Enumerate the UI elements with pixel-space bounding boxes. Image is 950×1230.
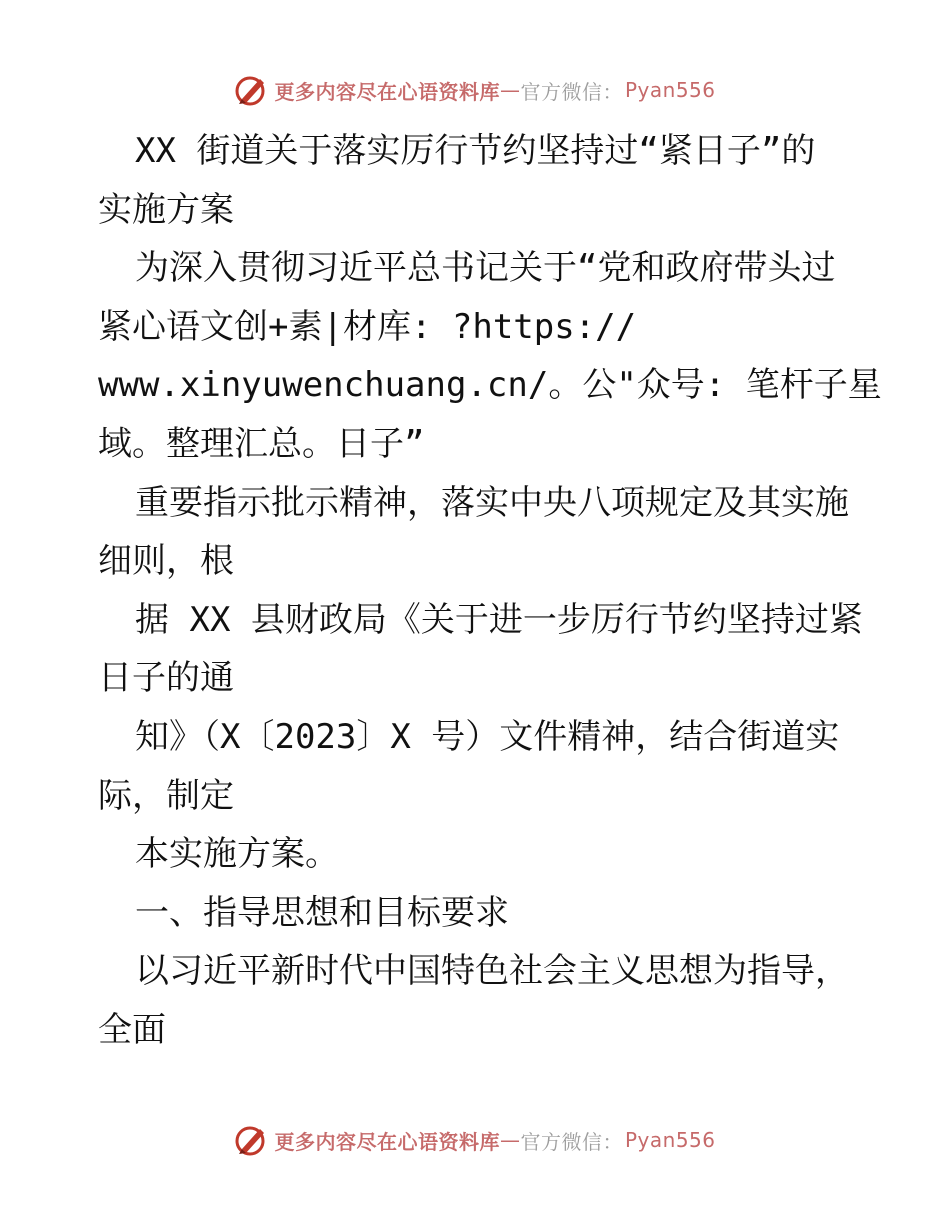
text-line: 据 XX 县财政局《关于进一步厉行节约坚持过紧 <box>135 599 863 640</box>
banner-account: Pyan556 <box>624 78 716 102</box>
text-line: 知》（X〔2023〕X 号）文件精神，结合街道实 <box>135 716 840 757</box>
text-line: 际，制定 <box>98 775 234 816</box>
text-line: 重要指示批示精神，落实中央八项规定及其实施 <box>135 482 849 523</box>
text-line: 以习近平新时代中国特色社会主义思想为指导， <box>135 951 849 992</box>
header-banner <box>0 70 950 110</box>
banner-site-name: 更多内容尽在心语资料库 <box>274 1129 500 1154</box>
text-line: 为深入贯彻习近平总书记关于“党和政府带头过 <box>135 248 836 289</box>
pen-logo-icon <box>234 1123 268 1157</box>
text-line: 日子的通 <box>98 658 234 699</box>
banner-dash: — <box>499 78 521 102</box>
banner-site-name: 更多内容尽在心语资料库 <box>274 79 500 104</box>
text-line: 本实施方案。 <box>135 834 339 875</box>
banner-wechat-label: 官方微信： <box>520 79 623 104</box>
text-line: www.xinyuwenchuang.cn/。公"众号: 笔杆子星 <box>98 365 882 406</box>
text-line: XX 街道关于落实厉行节约坚持过“紧日子”的 <box>135 131 816 171</box>
banner-dash: — <box>499 1128 521 1152</box>
text-line: 实施方案 <box>98 189 234 230</box>
document-body <box>98 122 882 1060</box>
text-line: 一、指导思想和目标要求 <box>135 892 509 933</box>
text-line: 域。整理汇总。日子” <box>98 423 425 464</box>
banner-wechat-label: 官方微信： <box>520 1129 623 1154</box>
footer-banner <box>0 1120 950 1160</box>
text-line: 全面 <box>98 1009 166 1050</box>
text-line: 细则，根 <box>98 541 234 582</box>
banner-account: Pyan556 <box>624 1128 716 1152</box>
text-line: 紧心语文创+素|材库: ?https:// <box>98 306 637 347</box>
pen-logo-icon <box>234 73 268 107</box>
